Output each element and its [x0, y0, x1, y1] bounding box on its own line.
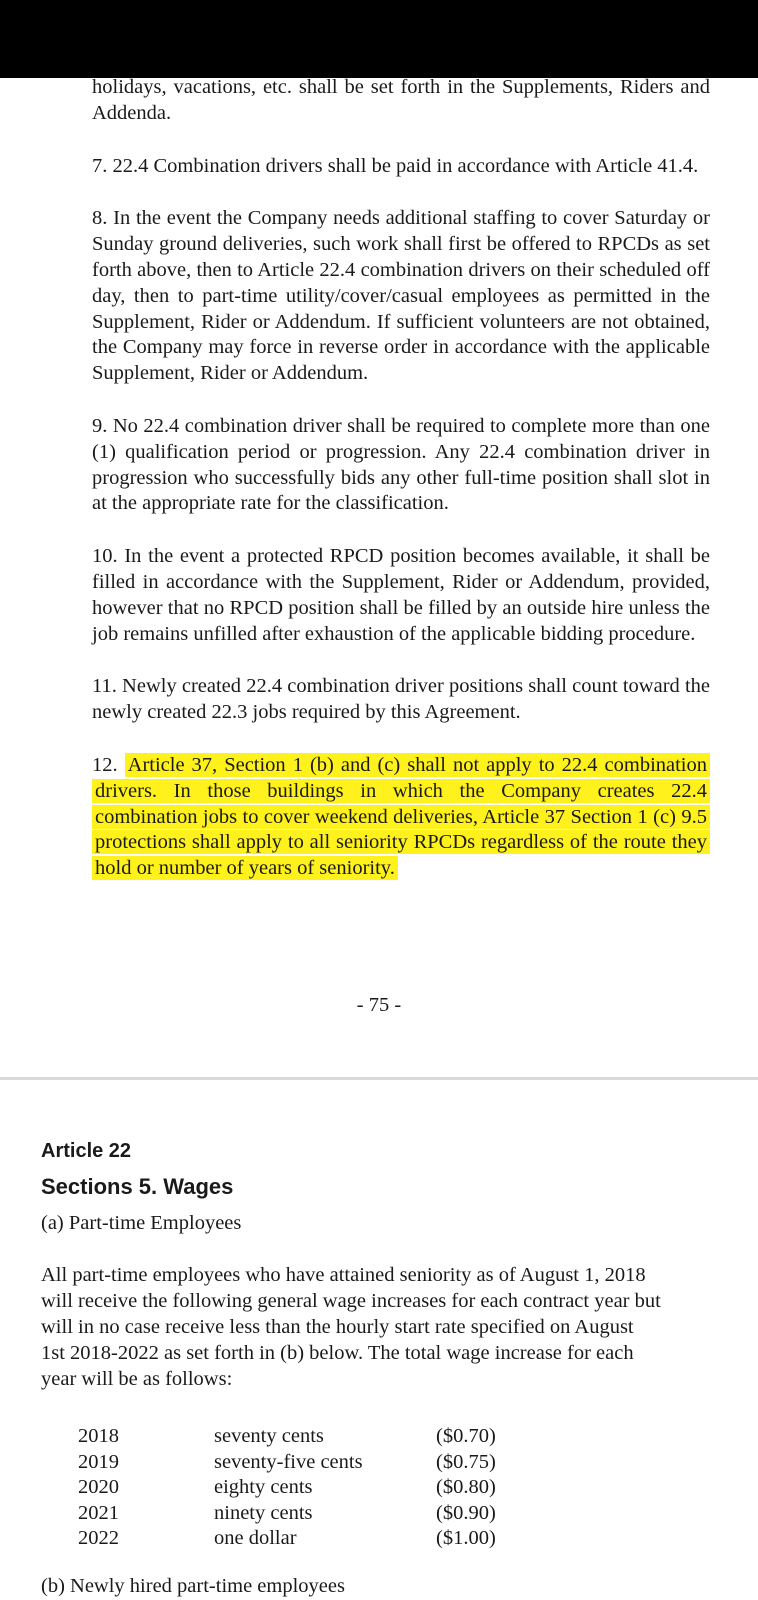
- table-row: [78, 1526, 496, 1552]
- paragraph-continuation: holidays, vacations, etc. shall be set forth in the Supplements, Riders and Addenda.: [92, 76, 710, 124]
- year-cell: 2019: [78, 1450, 119, 1473]
- top-bar: [0, 0, 758, 78]
- wage-increase-table: [78, 1424, 496, 1552]
- amount-words-cell: seventy cents: [214, 1425, 324, 1447]
- year-cell: 2018: [78, 1425, 119, 1447]
- table-row: [78, 1475, 496, 1501]
- table-row: [78, 1424, 496, 1450]
- section-heading: Sections 5. Wages: [41, 1174, 234, 1199]
- year-cell: 2021: [78, 1501, 119, 1524]
- year-cell: 2022: [78, 1527, 119, 1550]
- paragraph-11: 11. Newly created 22.4 combination driver positions shall count toward the newly created 22.3 jobs required by this Agreement.: [92, 675, 710, 724]
- wage-paragraph: All part-time employees who have attained seniority as of August 1, 2018 will receive the following general wage increases for each contract year but will in no case receive less than the hourly start rate specified on August 1st 2018-2022 as set forth in (b) below. The total wage increase for each year will be as follows:: [41, 1264, 661, 1390]
- amount-cell: ($0.80): [436, 1476, 496, 1499]
- table-row: [78, 1501, 496, 1527]
- paragraph-12[interactable]: [92, 753, 710, 882]
- page-number: - 75 -: [356, 994, 402, 1016]
- subsection-a-heading: (a) Part-time Employees: [41, 1212, 242, 1234]
- amount-cell: ($0.90): [436, 1501, 496, 1524]
- paragraph-7: 7. 22.4 Combination drivers shall be paid in accordance with Article 41.4.: [92, 154, 699, 177]
- paragraph-12-number: 12.: [92, 753, 118, 776]
- page-76-content: [41, 1138, 661, 1392]
- year-cell: 2020: [78, 1476, 119, 1499]
- highlighted-text[interactable]: Article 37, Section 1 (b) and (c) shall not apply to 22.4 combination drivers. In those buildings in which the Company creates 22.4 combination jobs to cover weekend deliveries, Article 37 Section 1 (c) 9.5 protections shall apply to all seniority RPCDs regardless of the route they hold or number of years of seniority.: [92, 753, 710, 880]
- paragraph-10: 10. In the event a protected RPCD position becomes available, it shall be filled in accordance with the Supplement, Rider or Addendum, provided, however that no RPCD position shall be filled by an outside hire unless the job remains unfilled after exhaustion of the applicable bidding procedure.: [92, 545, 710, 645]
- amount-words-cell: ninety cents: [214, 1501, 313, 1524]
- amount-words-cell: eighty cents: [214, 1476, 313, 1499]
- paragraph-8: 8. In the event the Company needs additional staffing to cover Saturday or Sunday ground deliveries, such work shall first be offered to RPCDs as set forth above, then to Article 22.4 combination drivers on their scheduled off day, then to part-time utility/cover/casual employees as permitted in the Supplement, Rider or Addendum. If sufficient volunteers are not obtained, the Company may force in reverse order in accordance with the applicable Supplement, Rider or Addendum.: [92, 207, 710, 385]
- amount-words-cell: one dollar: [214, 1527, 297, 1550]
- amount-cell: ($1.00): [436, 1527, 496, 1550]
- amount-cell: ($0.70): [436, 1425, 496, 1447]
- page-75-content: [92, 75, 710, 909]
- amount-cell: ($0.75): [436, 1450, 496, 1473]
- paragraph-9: 9. No 22.4 combination driver shall be required to complete more than one (1) qualification period or progression. Any 22.4 combination driver in progression who successfully bids any other full-time position shall slot in at the appropriate rate for the classification.: [92, 414, 710, 515]
- amount-words-cell: seventy-five cents: [214, 1450, 363, 1473]
- page-divider: [0, 1077, 758, 1080]
- article-heading: Article 22: [41, 1140, 132, 1162]
- subsection-b-heading: (b) Newly hired part-time employees: [41, 1575, 345, 1597]
- table-row: [78, 1450, 496, 1476]
